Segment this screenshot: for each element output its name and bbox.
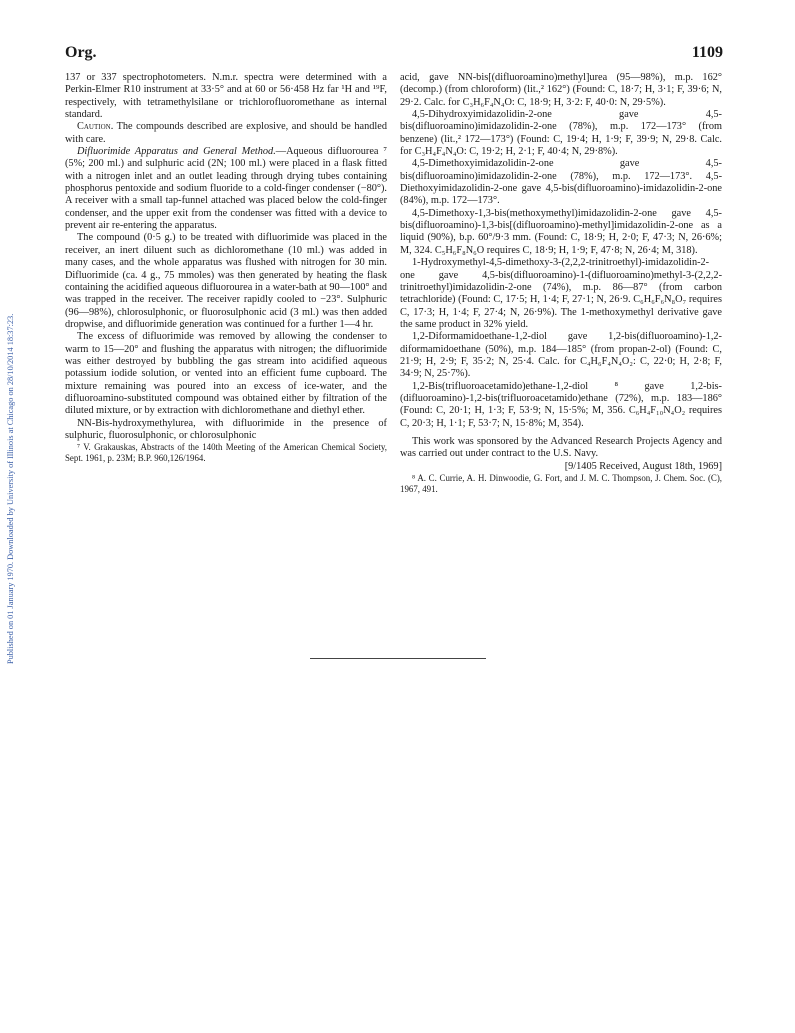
right-column [400, 72, 722, 494]
nmr-paragraph: 137 or 337 spectrophotometers. N.m.r. spectra were determined with a Perkin-Elmer R10 instrument at 33·5° and at 60 or 56·458 Hz far ¹H and ¹⁹F, respectively, with tetramethylsilane or trichlorofluoromethane as internal standard. [65, 72, 387, 121]
caution-paragraph [65, 121, 387, 146]
bis-methoxymethyl-paragraph: 4,5-Dimethoxy-1,3-bis(methoxymethyl)imidazolidin-2-one gave 4,5-bis(difluoroamino)-1,3-bis[(difluoroamino)-methyl]imidazolidin-2-one as a liquid (90%), b.p. 60°/9·3 mm. (Found: C, 18·9; H, 2·0; F, 47·3; N, 26·6%; M, 324. C₅H₆F₈N₆O requires C, 18·9; H, 1·9; F, 47·8; N, 26·4; M, 318). [400, 207, 722, 256]
footnote-8: ⁸ A. C. Currie, A. H. Dinwoodie, G. Fort, and J. M. C. Thompson, J. Chem. Soc. (C), 1967, 491. [400, 473, 722, 494]
received-date: [9/1405 Received, August 18th, 1969] [564, 460, 722, 472]
caution-label: Caution. [77, 121, 114, 133]
bis-hydroxymethylurea-paragraph: NN-Bis-hydroxymethylurea, with difluorimide in the presence of sulphuric, fluorosulphonic, or chlorosulphonic [65, 417, 387, 441]
left-column [65, 72, 387, 464]
download-notice: Published on 01 January 1970. Downloaded by University of Illinois at Chicago on 28/10/2014 18:37:23. [6, 313, 15, 664]
footnote-7: ⁷ V. Grakauskas, Abstracts of the 140th Meeting of the American Chemical Society, Sept. 1961, p. 23M; B.P. 960,126/1964. [65, 442, 387, 463]
page-number: 1109 [691, 44, 723, 61]
workup-paragraph: The excess of difluorimide was removed by allowing the condenser to warm to 15—20° and flushing the apparatus with nitrogen; the difluorimide was either destroyed by bubbling the gas stream into acidified aqueous potassium iodide solution, or vented into an efficient fume cupboard. The mixture remaining was poured into an excess of ice-water, and the difluoroamino-substituted compound was obtained either by filtration of the diluted mixture, or by extraction with dichloromethane and diethyl ether. [65, 331, 387, 417]
procedure-paragraph: The compound (0·5 g.) to be treated with difluorimide was placed in the receiver, an inert diluent such as dichloromethane (10 ml.) was added in many cases, and the whole apparatus was flushed with nitrogen for 30 min. Difluorimide (ca. 4 g., 75 mmoles) was then generated by heating the flask containing the acidified aqueous difluorourea in a water-bath at 90—100° and was trapped in the receiver. The receiver rapidly cooled to −23°. Sulphuric (96—98%), chlorosulphonic, or fluorosulphonic acid (3 ml.) was then added dropwise, and difluorimide generation was continued for a further 1—4 hr. [65, 232, 387, 330]
dihydroxy-paragraph: 4,5-Dihydroxyimidazolidin-2-one gave 4,5-bis(difluoroamino)imidazolidin-2-one (78%), m.p. 172—173° (from benzene) (lit.,² 172—173°) (Found: C, 19·4; H, 1·9; F, 39·9; N, 29·8. Calc. for C₃H₄F₄N₄O: C, 19·2; H, 2·1; F, 40·4; N, 29·8%). [400, 109, 722, 158]
trinitroethyl-paragraph: 1-Hydroxymethyl-4,5-dimethoxy-3-(2,2,2-trinitroethyl)-imidazolidin-2-one gave 4,5-bis(difluoroamino)-1-(difluoroamino)methyl-3-(2,2,2-trinitroethyl)imidazolidin-2-one (74%), m.p. 86—87° (from carbon tetrachloride) (Found: C, 17·5; H, 1·4; F, 27·1; N, 26·9. C₆H₆F₆N₈O₇ requires C, 17·3; H, 1·4; F, 27·4; N, 26·9%). The 1-methoxymethyl derivative gave the same product in 32% yield. [400, 257, 722, 330]
urea-product-paragraph: acid, gave NN-bis[(difluoroamino)methyl]urea (95—98%), m.p. 162° (decomp.) (from chloroform) (lit.,² 162°) (Found: C, 18·7; H, 3·1; F, 39·6; N, 29·2. Calc. for C₃H₆F₄N₄O: C, 18·9; H, 3·2: F, 40·0: N, 29·5%). [400, 72, 722, 108]
caution-text: The compounds described are explosive, and should be handled with care. [65, 121, 387, 145]
journal-section-label: Org. [65, 44, 97, 61]
acknowledgement: This work was sponsored by the Advanced Research Projects Agency and was carried out under contract to the U.S. Navy. [400, 435, 722, 460]
end-rule [310, 658, 486, 659]
dimethoxy-paragraph: 4,5-Dimethoxyimidazolidin-2-one gave 4,5-bis(difluoroamino)imidazolidin-2-one (78%), m.p. 172—173°. 4,5-Diethoxyimidazolidin-2-one gave 4,5-bis(difluoroamino)-imidazolidin-2-one (84%), m.p. 172—173°. [400, 158, 722, 207]
diformamido-paragraph: 1,2-Diformamidoethane-1,2-diol gave 1,2-bis(difluoroamino)-1,2-diformamidoethane (50%), m.p. 184—185° (from propan-2-ol) (Found: C, 21·9; H, 2·9; F, 35·2; N, 25·4. Calc. for C₄H₆F₄N₄O₂: C, 22·0; H, 2·8; F, 34·9; N, 25·7%). [400, 331, 722, 380]
method-text: —Aqueous difluorourea ⁷ (5%; 200 ml.) and sulphuric acid (2N; 100 ml.) were placed in a flask fitted with a nitrogen inlet and an outlet leading through drying tubes containing phosphorus pentoxide and sodium fluoride to a cold-finger condenser (−80°). A receiver with a small tap-funnel attached was placed below the cold-finger condenser, and the upper exit from the condenser was fitted with a device to prevent air re-entering the apparatus. [65, 146, 387, 232]
method-paragraph [65, 146, 387, 232]
method-heading: Difluorimide Apparatus and General Method. [77, 146, 276, 158]
trifluoroacetamido-paragraph: 1,2-Bis(trifluoroacetamido)ethane-1,2-diol ⁸ gave 1,2-bis-(difluoroamino)-1,2-bis(trifluoroacetamido)ethane (72%), m.p. 183—186° (Found: C, 20·1; H, 1·3; F, 53·9; N, 15·5%; M, 356. C₆H₄F₁₀N₄O₂ requires C, 20·3; H, 1·1; F, 53·7; N, 15·8%; M, 354). [400, 380, 722, 429]
